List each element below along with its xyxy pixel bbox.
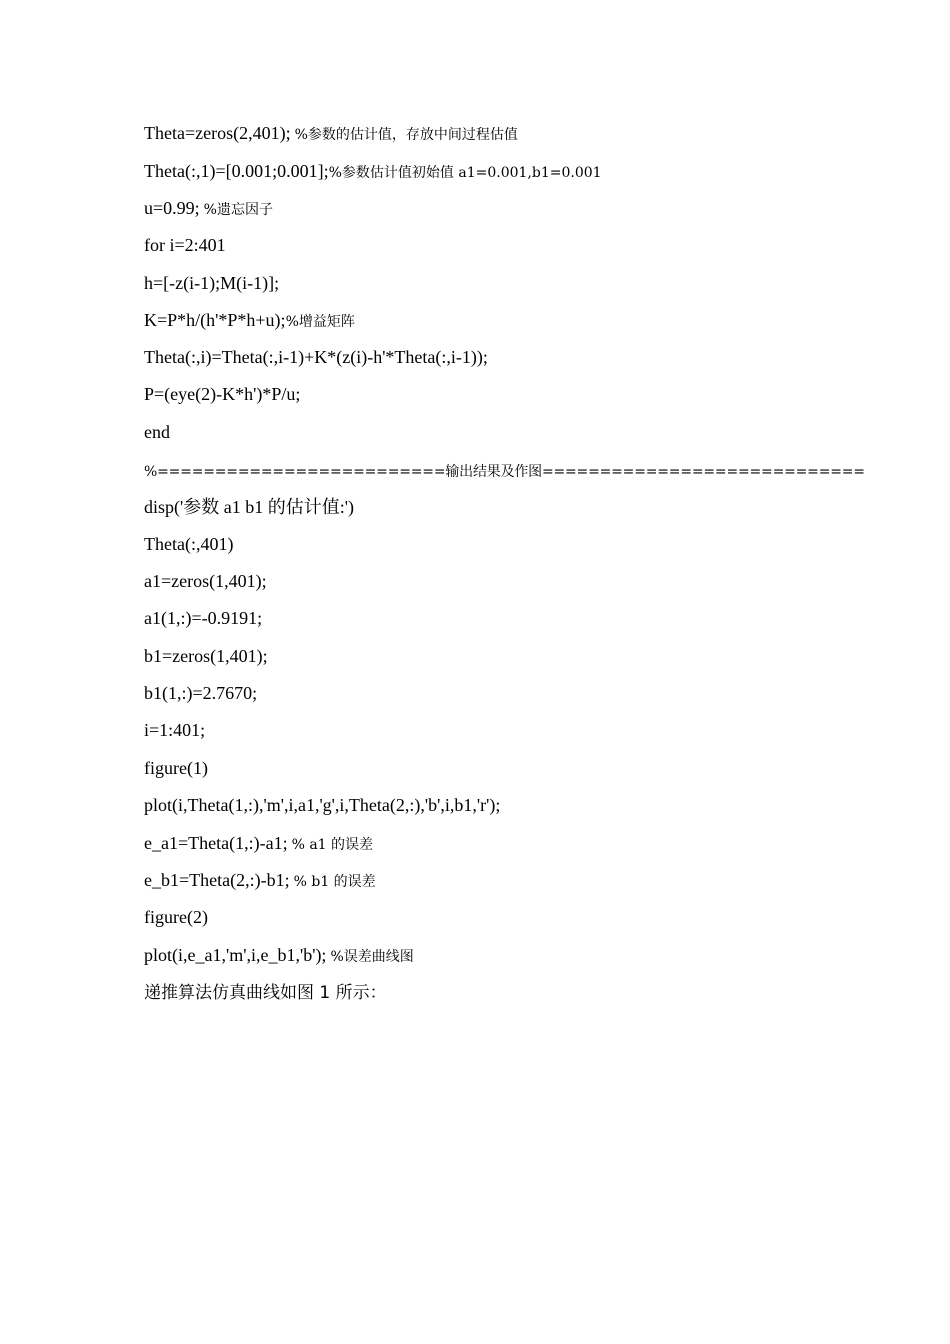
code-text: e_b1=Theta(2,:)-b1;: [144, 870, 290, 890]
code-text: i=1:401;: [144, 720, 206, 740]
code-comment: %遗忘因子: [203, 202, 273, 218]
code-line: [144, 944, 414, 968]
body-paragraph: [144, 981, 387, 1004]
code-line: [144, 383, 300, 405]
code-text: a1(1,:)=-0.9191;: [144, 608, 263, 628]
figure-caption-text: 递推算法仿真曲线如图 1 所示：: [144, 983, 387, 1003]
code-line: [144, 496, 354, 518]
code-comment: %增益矩阵: [285, 314, 355, 330]
code-text: plot(i,e_a1,'m',i,e_b1,'b');: [144, 945, 327, 965]
code-text: b1(1,:)=2.7670;: [144, 683, 258, 703]
code-line: [144, 421, 170, 443]
code-line: [144, 197, 273, 221]
code-line: [144, 906, 208, 928]
section-separator: [144, 459, 865, 483]
code-comment: %参数的估计值，存放中间过程估值: [294, 127, 518, 143]
code-line: [144, 794, 500, 816]
code-text: b1=zeros(1,401);: [144, 646, 268, 666]
code-line: [144, 570, 267, 592]
code-line: [144, 869, 376, 893]
code-text: end: [144, 422, 170, 442]
code-line: [144, 533, 233, 555]
code-line: [144, 309, 355, 333]
code-text: u=0.99;: [144, 198, 200, 218]
code-comment: %误差曲线图: [330, 949, 414, 965]
code-text: figure(2): [144, 907, 208, 927]
code-line: [144, 607, 262, 629]
code-text: a1=zeros(1,401);: [144, 571, 267, 591]
code-text: P=(eye(2)-K*h')*P/u;: [144, 384, 301, 404]
code-comment: % b1 的误差: [293, 874, 376, 890]
code-text: Theta=zeros(2,401);: [144, 123, 291, 143]
code-comment: %参数估计值初始值 a1=0.001,b1=0.001: [328, 165, 602, 181]
code-text: Theta(:,401): [144, 534, 234, 554]
code-line: [144, 682, 257, 704]
code-line: [144, 645, 268, 667]
code-line: [144, 346, 488, 368]
code-text: Theta(:,i)=Theta(:,i-1)+K*(z(i)-h'*Theta(:,i-1));: [144, 347, 488, 367]
code-line: [144, 757, 208, 779]
code-text: for i=2:401: [144, 235, 226, 255]
code-text: K=P*h/(h'*P*h+u);: [144, 310, 286, 330]
code-text: figure(1): [144, 758, 208, 778]
code-text: Theta(:,1)=[0.001;0.001];: [144, 161, 329, 181]
separator-comment: %=========================输出结果及作图============================: [144, 464, 865, 480]
code-text: plot(i,Theta(1,:),'m',i,a1,'g',i,Theta(2,:),'b',i,b1,'r');: [144, 795, 501, 815]
code-line: [144, 832, 373, 856]
code-text: e_a1=Theta(1,:)-a1;: [144, 833, 288, 853]
code-line: [144, 122, 518, 146]
code-line: [144, 719, 205, 741]
code-comment: % a1 的误差: [291, 837, 374, 853]
code-line: [144, 160, 602, 184]
code-line: [144, 272, 279, 294]
code-line: [144, 234, 226, 256]
code-text: h=[-z(i-1);M(i-1)];: [144, 273, 280, 293]
code-text: disp('参数 a1 b1 的估计值:'): [144, 497, 354, 517]
